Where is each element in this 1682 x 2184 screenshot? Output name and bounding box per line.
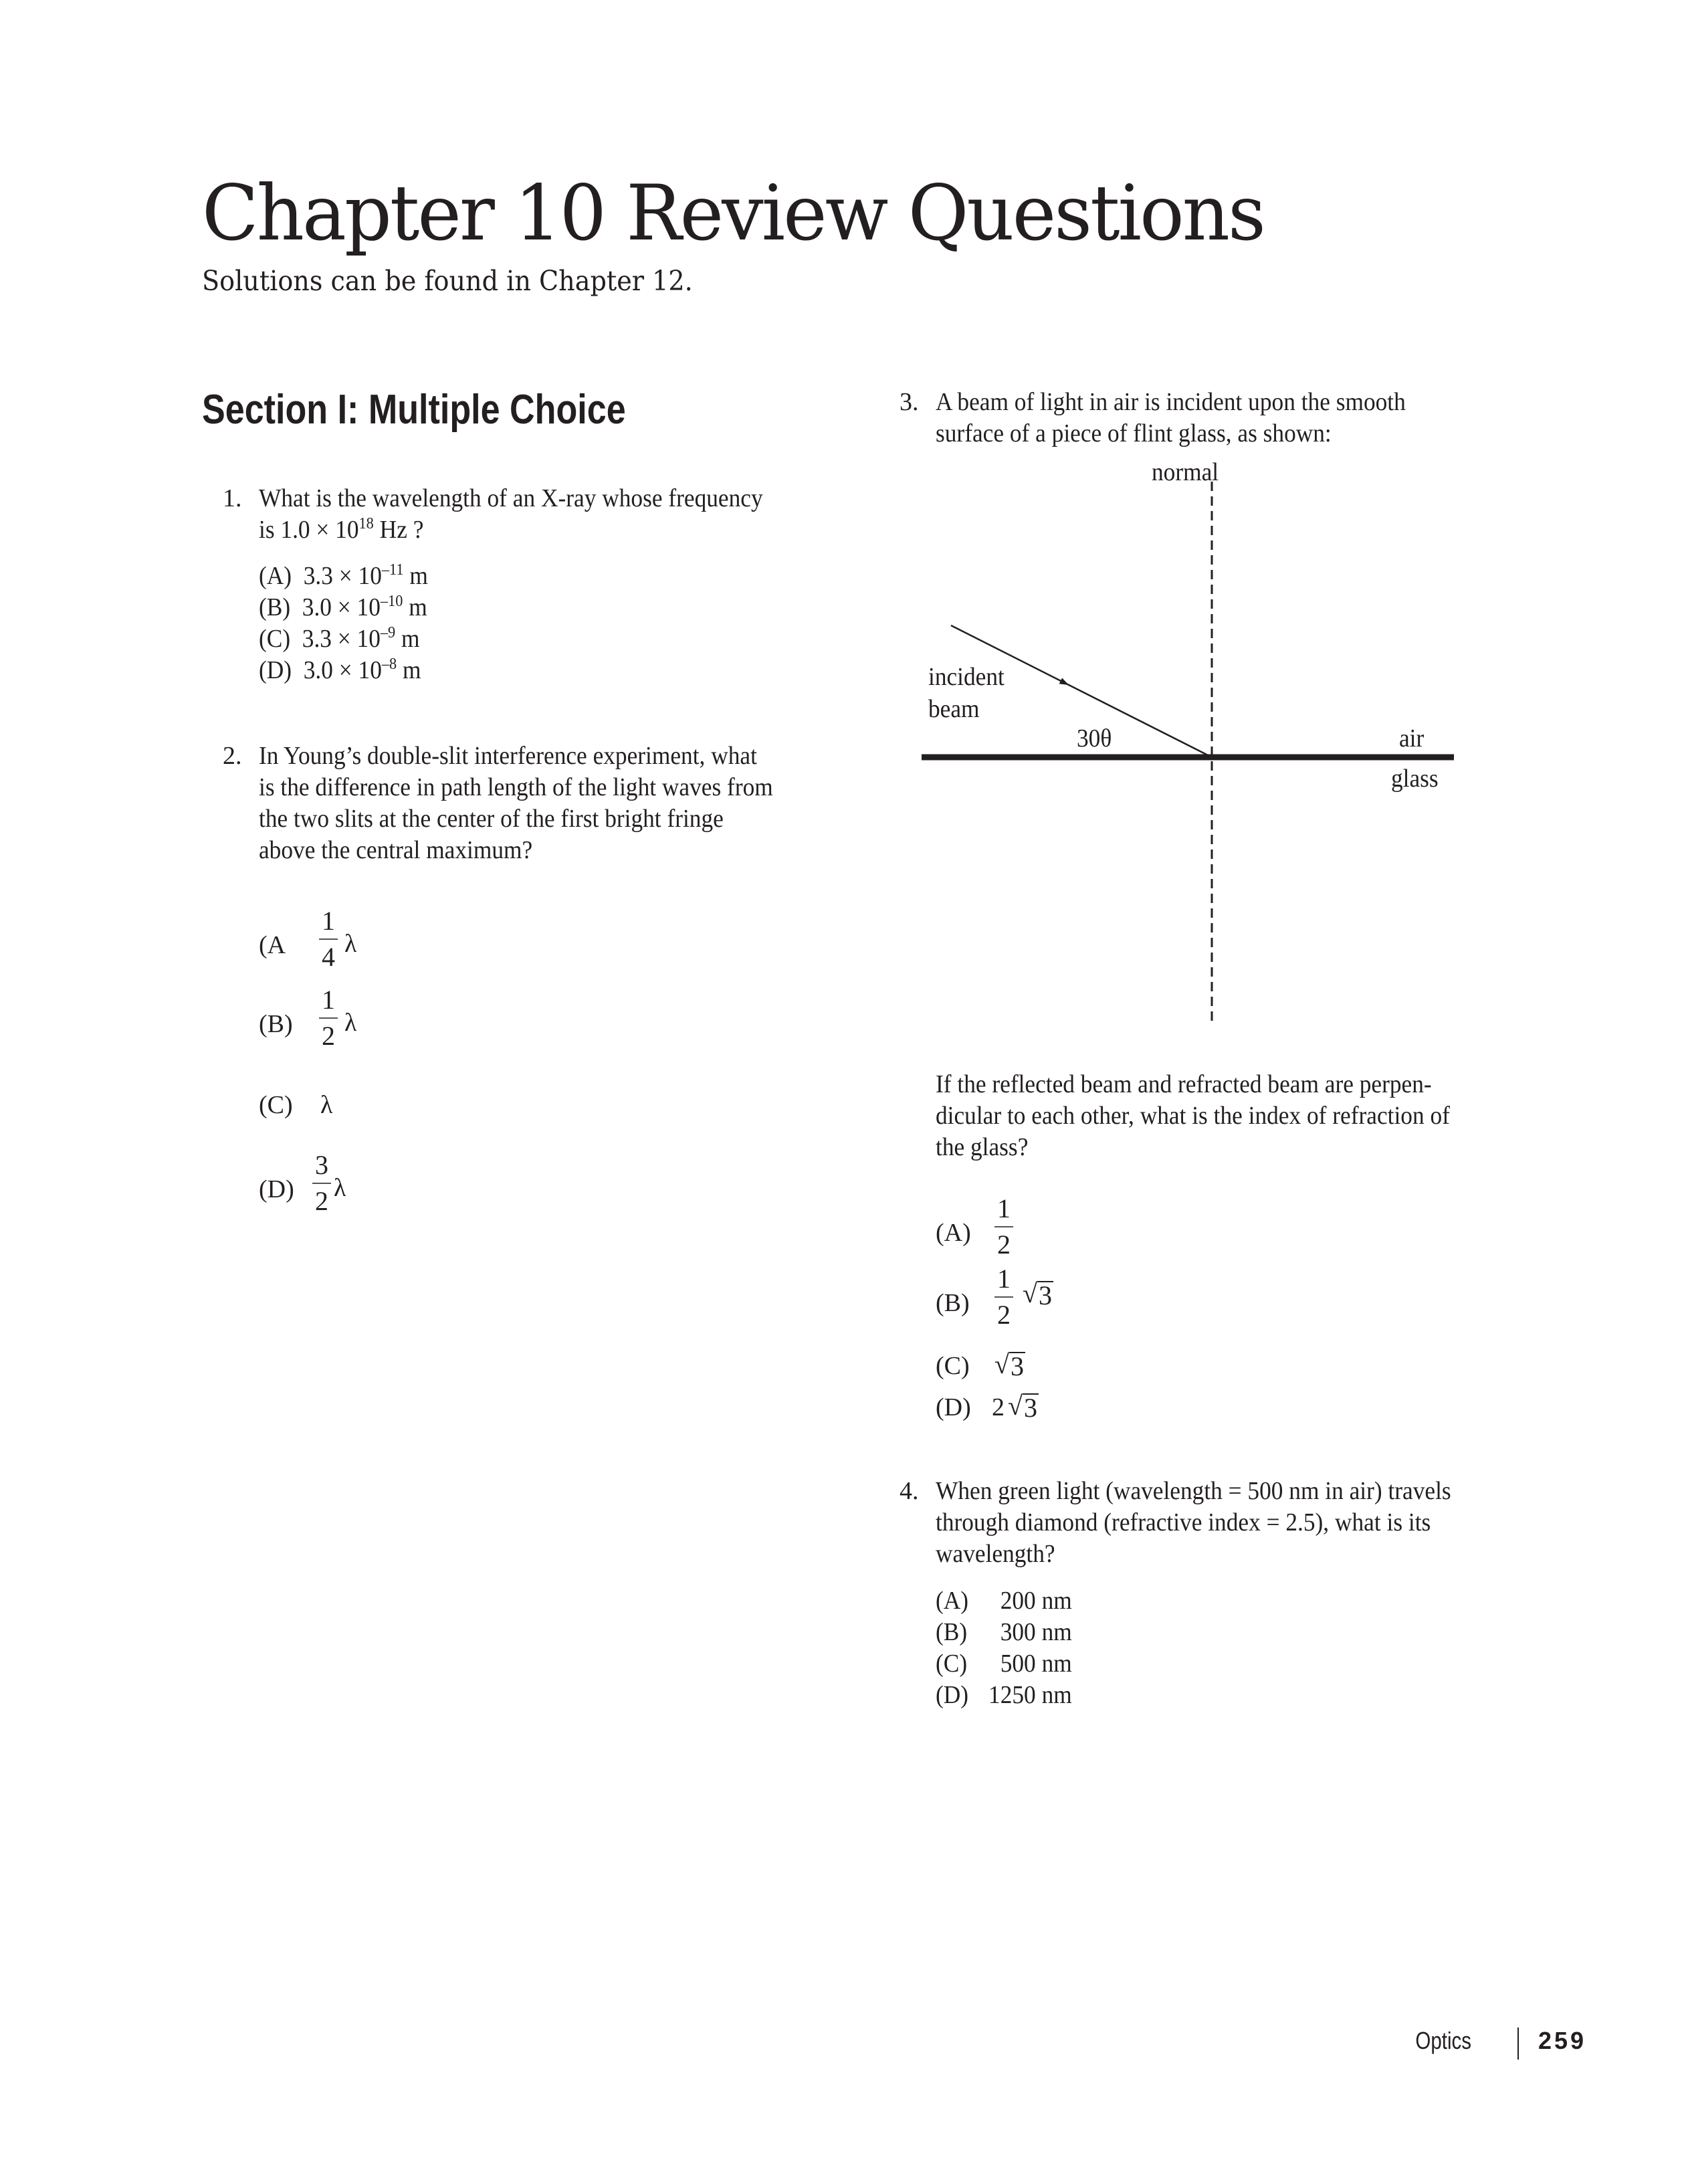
- option-unit: m: [403, 562, 428, 590]
- option-value: 3.3 × 10: [303, 562, 382, 590]
- text: Hz ?: [373, 516, 424, 544]
- numerator: 1: [997, 1264, 1011, 1294]
- fraction-bar: [319, 1017, 338, 1019]
- radicand: 3: [1038, 1280, 1052, 1310]
- lambda-symbol: λ: [344, 930, 357, 958]
- numerator: 3: [315, 1150, 328, 1180]
- radicand: 3: [1010, 1351, 1024, 1381]
- square-root: [1023, 1278, 1053, 1309]
- option-exponent: –11: [381, 561, 404, 579]
- denominator: 4: [322, 942, 335, 972]
- fraction: [312, 1151, 331, 1216]
- option-label: (C): [936, 1650, 968, 1678]
- option-value: 3.3 × 10: [302, 625, 381, 653]
- option-label: (C): [259, 1091, 293, 1119]
- option-label: (D): [936, 1393, 971, 1421]
- question-text-line: surface of a piece of flint glass, as shown:: [936, 419, 1332, 448]
- lambda-symbol: λ: [320, 1091, 333, 1119]
- text: is 1.0 × 10: [259, 516, 359, 544]
- lambda-symbol: λ: [334, 1174, 346, 1202]
- denominator: 2: [997, 1229, 1011, 1260]
- answer-option[interactable]: [259, 655, 421, 686]
- refraction-diagram-svg: [916, 468, 1465, 1037]
- answer-option[interactable]: [259, 592, 427, 623]
- section-title: Section I: Multiple Choice: [202, 387, 626, 433]
- option-label: (A): [259, 562, 292, 590]
- superscript: 18: [358, 515, 374, 532]
- fraction: [319, 985, 338, 1051]
- answer-option[interactable]: [936, 1648, 1072, 1680]
- option-label: (B): [936, 1618, 968, 1646]
- fraction: [994, 1264, 1013, 1330]
- option-value: 200 nm: [1000, 1587, 1072, 1615]
- denominator: 2: [322, 1021, 335, 1051]
- answer-option[interactable]: [936, 1585, 1072, 1617]
- option-value: 300 nm: [1000, 1618, 1072, 1646]
- radical-sign-icon: √: [994, 1349, 1009, 1379]
- question-text-line: the two slits at the center of the first bright fringe: [259, 805, 724, 833]
- normal-label: normal: [1152, 458, 1219, 486]
- fraction-bar: [994, 1226, 1013, 1227]
- question-text-line: above the central maximum?: [259, 836, 533, 864]
- question-number: 1.: [223, 484, 242, 512]
- incident-label: beam: [928, 695, 980, 723]
- option-label: (D): [936, 1681, 969, 1709]
- option-unit: m: [403, 593, 427, 621]
- question-text-line: dicular to each other, what is the index of refraction of: [936, 1102, 1450, 1130]
- option-exponent: –8: [381, 656, 397, 673]
- answer-option[interactable]: [259, 623, 420, 655]
- radical-sign-icon: √: [1008, 1391, 1023, 1421]
- option-label: (B): [936, 1289, 970, 1317]
- page-number: 259: [1538, 2027, 1587, 2054]
- footer-section-name: Optics: [1415, 2027, 1471, 2054]
- option-label: (D): [259, 1175, 294, 1203]
- option-unit: m: [397, 656, 421, 684]
- option-label: (C): [259, 625, 291, 653]
- question-number: 3.: [900, 388, 919, 416]
- answer-option[interactable]: [936, 1617, 1072, 1648]
- square-root: [994, 1349, 1025, 1380]
- radicand: 3: [1023, 1393, 1037, 1423]
- fraction-bar: [319, 938, 338, 940]
- lambda-symbol: λ: [344, 1009, 357, 1037]
- option-value: 3.0 × 10: [302, 593, 381, 621]
- question-text-line: When green light (wavelength = 500 nm in air) travels: [936, 1477, 1451, 1505]
- denominator: 2: [997, 1300, 1011, 1330]
- incident-label: incident: [928, 663, 1005, 691]
- question-number: 4.: [900, 1477, 919, 1505]
- question-text-line: wavelength?: [936, 1540, 1055, 1568]
- numerator: 1: [322, 906, 335, 936]
- question-number: 2.: [223, 742, 242, 770]
- answer-option[interactable]: [259, 561, 428, 592]
- chapter-subtitle: Solutions can be found in Chapter 12.: [202, 265, 693, 297]
- numerator: 1: [322, 985, 335, 1015]
- air-label: air: [1399, 724, 1425, 753]
- option-label: (D): [259, 656, 292, 684]
- option-label: (A: [259, 931, 286, 959]
- chapter-title: Chapter 10 Review Questions: [202, 169, 1264, 258]
- question-text-line: the glass?: [936, 1133, 1029, 1161]
- option-label: (A): [936, 1219, 971, 1247]
- option-label: (C): [936, 1352, 970, 1380]
- question-text-line: is the difference in path length of the light waves from: [259, 773, 773, 801]
- option-label: (B): [259, 593, 291, 621]
- fraction-bar: [312, 1183, 331, 1184]
- option-label: (B): [259, 1010, 293, 1038]
- fraction: [994, 1194, 1013, 1260]
- angle-label: 30θ: [1077, 724, 1112, 753]
- option-value: 3.0 × 10: [303, 656, 382, 684]
- option-unit: m: [395, 625, 420, 653]
- fraction-bar: [994, 1296, 1013, 1298]
- numerator: 1: [997, 1193, 1011, 1223]
- coefficient: 2: [992, 1393, 1005, 1421]
- glass-label: glass: [1391, 765, 1439, 793]
- option-value: 500 nm: [1000, 1650, 1072, 1678]
- question-text-line: In Young’s double-slit interference experiment, what: [259, 742, 757, 770]
- square-root: [1008, 1390, 1039, 1421]
- question-text-line: [259, 514, 423, 546]
- option-label: (A): [936, 1587, 969, 1615]
- option-value: 1250 nm: [988, 1681, 1072, 1709]
- answer-option[interactable]: [936, 1680, 1072, 1711]
- question-text-line: If the reflected beam and refracted beam are perpen-: [936, 1070, 1432, 1098]
- fraction: [319, 906, 338, 972]
- footer-divider: [1517, 2027, 1519, 2060]
- question-text-line: What is the wavelength of an X-ray whose frequency: [259, 484, 763, 512]
- question-text-line: through diamond (refractive index = 2.5), what is its: [936, 1508, 1431, 1536]
- option-exponent: –9: [380, 624, 396, 641]
- denominator: 2: [315, 1186, 328, 1216]
- option-exponent: –10: [380, 593, 403, 610]
- question-text-line: A beam of light in air is incident upon the smooth: [936, 388, 1406, 416]
- radical-sign-icon: √: [1023, 1278, 1037, 1308]
